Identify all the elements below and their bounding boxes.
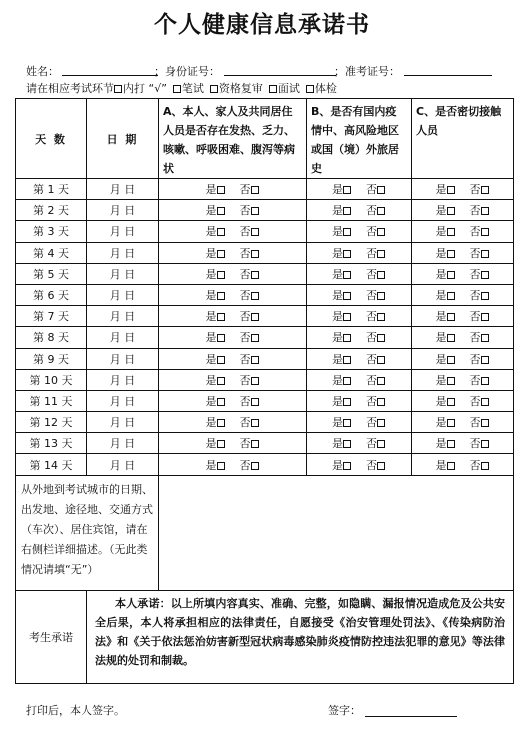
date-cell[interactable]: 月 日 — [87, 221, 159, 242]
day-cell: 第 3 天 — [16, 221, 87, 242]
checkbox-icon[interactable] — [343, 313, 351, 321]
checkbox-icon[interactable] — [217, 334, 225, 342]
checkbox-icon[interactable] — [343, 377, 351, 385]
checkbox-icon[interactable] — [481, 334, 489, 342]
checkbox-icon[interactable] — [343, 462, 351, 470]
checkbox-icon[interactable] — [481, 292, 489, 300]
answer-c[interactable]: 是 否 — [412, 433, 514, 454]
checkbox-icon[interactable] — [377, 271, 385, 279]
header-question-a: A、本人、家人及共同居住人员是否存在发热、乏力、咳嗽、呼吸困难、腹泻等病状 — [159, 99, 307, 179]
checkbox-icon[interactable] — [447, 356, 455, 364]
header-question-b: B、是否有国内疫情中、高风险地区或国（境）外旅居史 — [307, 99, 412, 179]
checkbox-icon[interactable] — [251, 377, 259, 385]
answer-c[interactable]: 是 否 — [412, 221, 514, 242]
checkbox-icon[interactable] — [481, 440, 489, 448]
day-cell: 第 5 天 — [16, 263, 87, 284]
checkbox-icon[interactable] — [447, 440, 455, 448]
answer-c[interactable]: 是 否 — [412, 306, 514, 327]
checkbox-icon[interactable] — [481, 207, 489, 215]
checkbox-icon[interactable] — [377, 440, 385, 448]
checkbox-icon[interactable] — [343, 419, 351, 427]
day-cell: 第 14 天 — [16, 454, 87, 475]
exam-number-label: ；准考证号： — [334, 65, 400, 78]
date-cell[interactable]: 月 日 — [87, 200, 159, 221]
answer-b[interactable]: 是 否 — [307, 369, 412, 390]
name-label: 姓名： — [26, 65, 59, 78]
checkbox-icon[interactable] — [217, 419, 225, 427]
answer-b[interactable]: 是 否 — [307, 306, 412, 327]
answer-a[interactable]: 是 否 — [159, 369, 307, 390]
name-field[interactable] — [62, 75, 158, 76]
promise-text: 本人承诺：以上所填内容真实、准确、完整，如隐瞒、漏报情况造成危及公共安全后果，本人将承担相应的法律责任，自愿接受《治安管理处罚法》、《传染病防治法》和《关于依法惩治妨害新型冠状病毒感染肺炎疫情防控违法犯罪的意见》等法律法规的处罚和制裁。 — [87, 590, 514, 683]
checkbox-icon[interactable] — [447, 250, 455, 258]
answer-a[interactable]: 是 否 — [159, 263, 307, 284]
travel-description-field[interactable] — [159, 475, 514, 590]
checkbox-icon[interactable] — [447, 313, 455, 321]
answer-a[interactable]: 是 否 — [159, 412, 307, 433]
table-row — [16, 263, 514, 284]
signature-field[interactable] — [365, 716, 457, 717]
checkbox-icon[interactable] — [447, 334, 455, 342]
checkbox-icon[interactable] — [217, 440, 225, 448]
answer-a[interactable]: 是 否 — [159, 327, 307, 348]
checkbox-icon[interactable] — [343, 440, 351, 448]
checkbox-icon[interactable] — [377, 207, 385, 215]
answer-a[interactable]: 是 否 — [159, 284, 307, 305]
date-cell[interactable]: 月 日 — [87, 179, 159, 200]
checkbox-icon[interactable] — [377, 186, 385, 194]
checkbox-icon[interactable] — [217, 207, 225, 215]
exam-option-review[interactable]: 资格复审 — [210, 82, 263, 95]
table-row — [16, 454, 514, 475]
answer-c[interactable]: 是 否 — [412, 454, 514, 475]
date-cell[interactable]: 月 日 — [87, 454, 159, 475]
id-number-field[interactable] — [224, 75, 336, 76]
answer-a[interactable]: 是 否 — [159, 179, 307, 200]
checkbox-icon[interactable] — [481, 419, 489, 427]
answer-b[interactable]: 是 否 — [307, 327, 412, 348]
answer-b[interactable]: 是 否 — [307, 390, 412, 411]
date-cell[interactable]: 月 日 — [87, 263, 159, 284]
checkbox-icon[interactable] — [217, 250, 225, 258]
answer-a[interactable]: 是 否 — [159, 454, 307, 475]
checkbox-icon[interactable] — [343, 250, 351, 258]
date-cell[interactable]: 月 日 — [87, 412, 159, 433]
answer-b[interactable]: 是 否 — [307, 412, 412, 433]
checkbox-icon[interactable] — [217, 186, 225, 194]
table-row — [16, 242, 514, 263]
checkbox-icon[interactable] — [481, 398, 489, 406]
table-row — [16, 412, 514, 433]
checkbox-icon[interactable] — [217, 356, 225, 364]
checkbox-icon[interactable] — [377, 228, 385, 236]
checkbox-icon[interactable] — [447, 186, 455, 194]
date-cell[interactable]: 月 日 — [87, 306, 159, 327]
checkbox-icon[interactable] — [481, 271, 489, 279]
table-row — [16, 348, 514, 369]
checkbox-icon[interactable] — [217, 377, 225, 385]
header-question-c: C、是否密切接触人员 — [412, 99, 514, 179]
checkbox-icon[interactable] — [251, 228, 259, 236]
answer-a[interactable]: 是 否 — [159, 200, 307, 221]
checkbox-icon[interactable] — [481, 228, 489, 236]
checkbox-icon[interactable] — [114, 85, 122, 93]
checkbox-icon[interactable] — [481, 250, 489, 258]
exam-option-written[interactable]: 笔试 — [173, 82, 204, 95]
exam-option-physical[interactable]: 体检 — [306, 82, 337, 95]
answer-a[interactable]: 是 否 — [159, 348, 307, 369]
answer-c[interactable]: 是 否 — [412, 412, 514, 433]
checkbox-icon[interactable] — [377, 292, 385, 300]
footer-note: 打印后，本人签字。 — [26, 704, 125, 717]
checkbox-icon[interactable] — [251, 356, 259, 364]
day-cell: 第 8 天 — [16, 327, 87, 348]
travel-label: 从外地到考试城市的日期、出发地、途径地、交通方式（车次）、居住宾馆，请在右侧栏详细描述。（无此类情况请填“无”） — [16, 475, 159, 590]
checkbox-icon[interactable] — [217, 271, 225, 279]
checkbox-icon[interactable] — [447, 377, 455, 385]
table-header-row — [16, 99, 514, 179]
answer-b[interactable]: 是 否 — [307, 348, 412, 369]
day-cell: 第 10 天 — [16, 369, 87, 390]
promise-row — [16, 590, 514, 683]
answer-b[interactable]: 是 否 — [307, 242, 412, 263]
checkbox-icon[interactable] — [343, 207, 351, 215]
answer-c[interactable]: 是 否 — [412, 369, 514, 390]
answer-c[interactable]: 是 否 — [412, 284, 514, 305]
answer-c[interactable]: 是 否 — [412, 348, 514, 369]
date-cell[interactable]: 月 日 — [87, 242, 159, 263]
checkbox-icon[interactable] — [343, 334, 351, 342]
checkbox-icon[interactable] — [217, 228, 225, 236]
checkbox-icon[interactable] — [481, 377, 489, 385]
table-row — [16, 179, 514, 200]
exam-option-interview[interactable]: 面试 — [269, 82, 300, 95]
checkbox-icon[interactable] — [251, 207, 259, 215]
checkbox-icon[interactable] — [343, 292, 351, 300]
checkbox-icon[interactable] — [447, 207, 455, 215]
answer-a[interactable]: 是 否 — [159, 242, 307, 263]
checkbox-icon[interactable] — [269, 85, 277, 93]
exam-number-field[interactable] — [404, 75, 492, 76]
answer-c[interactable]: 是 否 — [412, 242, 514, 263]
checkbox-icon[interactable] — [377, 250, 385, 258]
checkbox-icon[interactable] — [343, 398, 351, 406]
checkbox-icon[interactable] — [251, 250, 259, 258]
checkbox-icon[interactable] — [217, 398, 225, 406]
checkbox-icon[interactable] — [447, 292, 455, 300]
checkbox-icon[interactable] — [343, 228, 351, 236]
checkbox-icon[interactable] — [481, 462, 489, 470]
answer-a[interactable]: 是 否 — [159, 433, 307, 454]
answer-c[interactable]: 是 否 — [412, 263, 514, 284]
day-cell: 第 13 天 — [16, 433, 87, 454]
answer-b[interactable]: 是 否 — [307, 284, 412, 305]
exam-stage-prompt: 请在相应考试环节 — [26, 82, 114, 95]
answer-a[interactable]: 是 否 — [159, 390, 307, 411]
table-row — [16, 327, 514, 348]
answer-b[interactable]: 是 否 — [307, 221, 412, 242]
checkbox-icon[interactable] — [377, 377, 385, 385]
day-cell: 第 11 天 — [16, 390, 87, 411]
day-cell: 第 9 天 — [16, 348, 87, 369]
personal-info-line — [26, 63, 506, 79]
checkbox-icon[interactable] — [377, 334, 385, 342]
checkbox-icon[interactable] — [217, 462, 225, 470]
checkbox-icon[interactable] — [377, 398, 385, 406]
checkbox-icon[interactable] — [217, 313, 225, 321]
checkbox-icon[interactable] — [377, 313, 385, 321]
travel-row — [16, 475, 514, 590]
answer-a[interactable]: 是 否 — [159, 221, 307, 242]
id-number-label: ；身份证号： — [154, 65, 220, 78]
checkbox-icon[interactable] — [251, 462, 259, 470]
checkbox-icon[interactable] — [343, 356, 351, 364]
checkbox-icon[interactable] — [251, 313, 259, 321]
date-cell[interactable]: 月 日 — [87, 390, 159, 411]
day-cell: 第 2 天 — [16, 200, 87, 221]
checkbox-icon[interactable] — [251, 186, 259, 194]
checkbox-icon[interactable] — [217, 292, 225, 300]
exam-stage-line — [26, 80, 506, 96]
checkbox-icon[interactable] — [251, 292, 259, 300]
answer-c[interactable]: 是 否 — [412, 327, 514, 348]
checkbox-icon[interactable] — [447, 462, 455, 470]
table-row — [16, 433, 514, 454]
date-cell[interactable]: 月 日 — [87, 348, 159, 369]
table-row — [16, 306, 514, 327]
checkbox-icon[interactable] — [377, 419, 385, 427]
checkbox-icon[interactable] — [447, 271, 455, 279]
answer-b[interactable]: 是 否 — [307, 179, 412, 200]
answer-c[interactable]: 是 否 — [412, 390, 514, 411]
day-cell: 第 4 天 — [16, 242, 87, 263]
table-row — [16, 390, 514, 411]
date-cell[interactable]: 月 日 — [87, 284, 159, 305]
answer-b[interactable]: 是 否 — [307, 200, 412, 221]
table-row — [16, 369, 514, 390]
table-row — [16, 284, 514, 305]
checkbox-icon[interactable] — [251, 271, 259, 279]
checkbox-icon[interactable] — [173, 85, 181, 93]
health-info-table — [15, 98, 514, 684]
promise-label: 考生承诺 — [16, 590, 87, 683]
checkbox-icon[interactable] — [306, 85, 314, 93]
date-cell[interactable]: 月 日 — [87, 369, 159, 390]
answer-c[interactable]: 是 否 — [412, 179, 514, 200]
header-day: 天 数 — [16, 99, 87, 179]
answer-b[interactable]: 是 否 — [307, 433, 412, 454]
checkbox-icon[interactable] — [447, 228, 455, 236]
answer-c[interactable]: 是 否 — [412, 200, 514, 221]
checkbox-icon[interactable] — [251, 398, 259, 406]
checkbox-icon[interactable] — [481, 356, 489, 364]
exam-option-mark[interactable]: 内打 “√” — [114, 82, 167, 95]
table-row — [16, 221, 514, 242]
header-date: 日 期 — [87, 99, 159, 179]
checkbox-icon[interactable] — [251, 419, 259, 427]
checkbox-icon[interactable] — [481, 313, 489, 321]
date-cell[interactable]: 月 日 — [87, 327, 159, 348]
checkbox-icon[interactable] — [377, 462, 385, 470]
checkbox-icon[interactable] — [251, 440, 259, 448]
checkbox-icon[interactable] — [251, 334, 259, 342]
checkbox-icon[interactable] — [377, 356, 385, 364]
checkbox-icon[interactable] — [343, 271, 351, 279]
day-cell: 第 6 天 — [16, 284, 87, 305]
signature-label: 签字： — [328, 704, 361, 717]
answer-b[interactable]: 是 否 — [307, 263, 412, 284]
answer-b[interactable]: 是 否 — [307, 454, 412, 475]
answer-a[interactable]: 是 否 — [159, 306, 307, 327]
day-cell: 第 12 天 — [16, 412, 87, 433]
checkbox-icon[interactable] — [210, 85, 218, 93]
checkbox-icon[interactable] — [447, 398, 455, 406]
checkbox-icon[interactable] — [447, 419, 455, 427]
date-cell[interactable]: 月 日 — [87, 433, 159, 454]
day-cell: 第 7 天 — [16, 306, 87, 327]
page-title: 个人健康信息承诺书 — [154, 11, 370, 38]
checkbox-icon[interactable] — [343, 186, 351, 194]
day-cell: 第 1 天 — [16, 179, 87, 200]
table-row — [16, 200, 514, 221]
checkbox-icon[interactable] — [481, 186, 489, 194]
